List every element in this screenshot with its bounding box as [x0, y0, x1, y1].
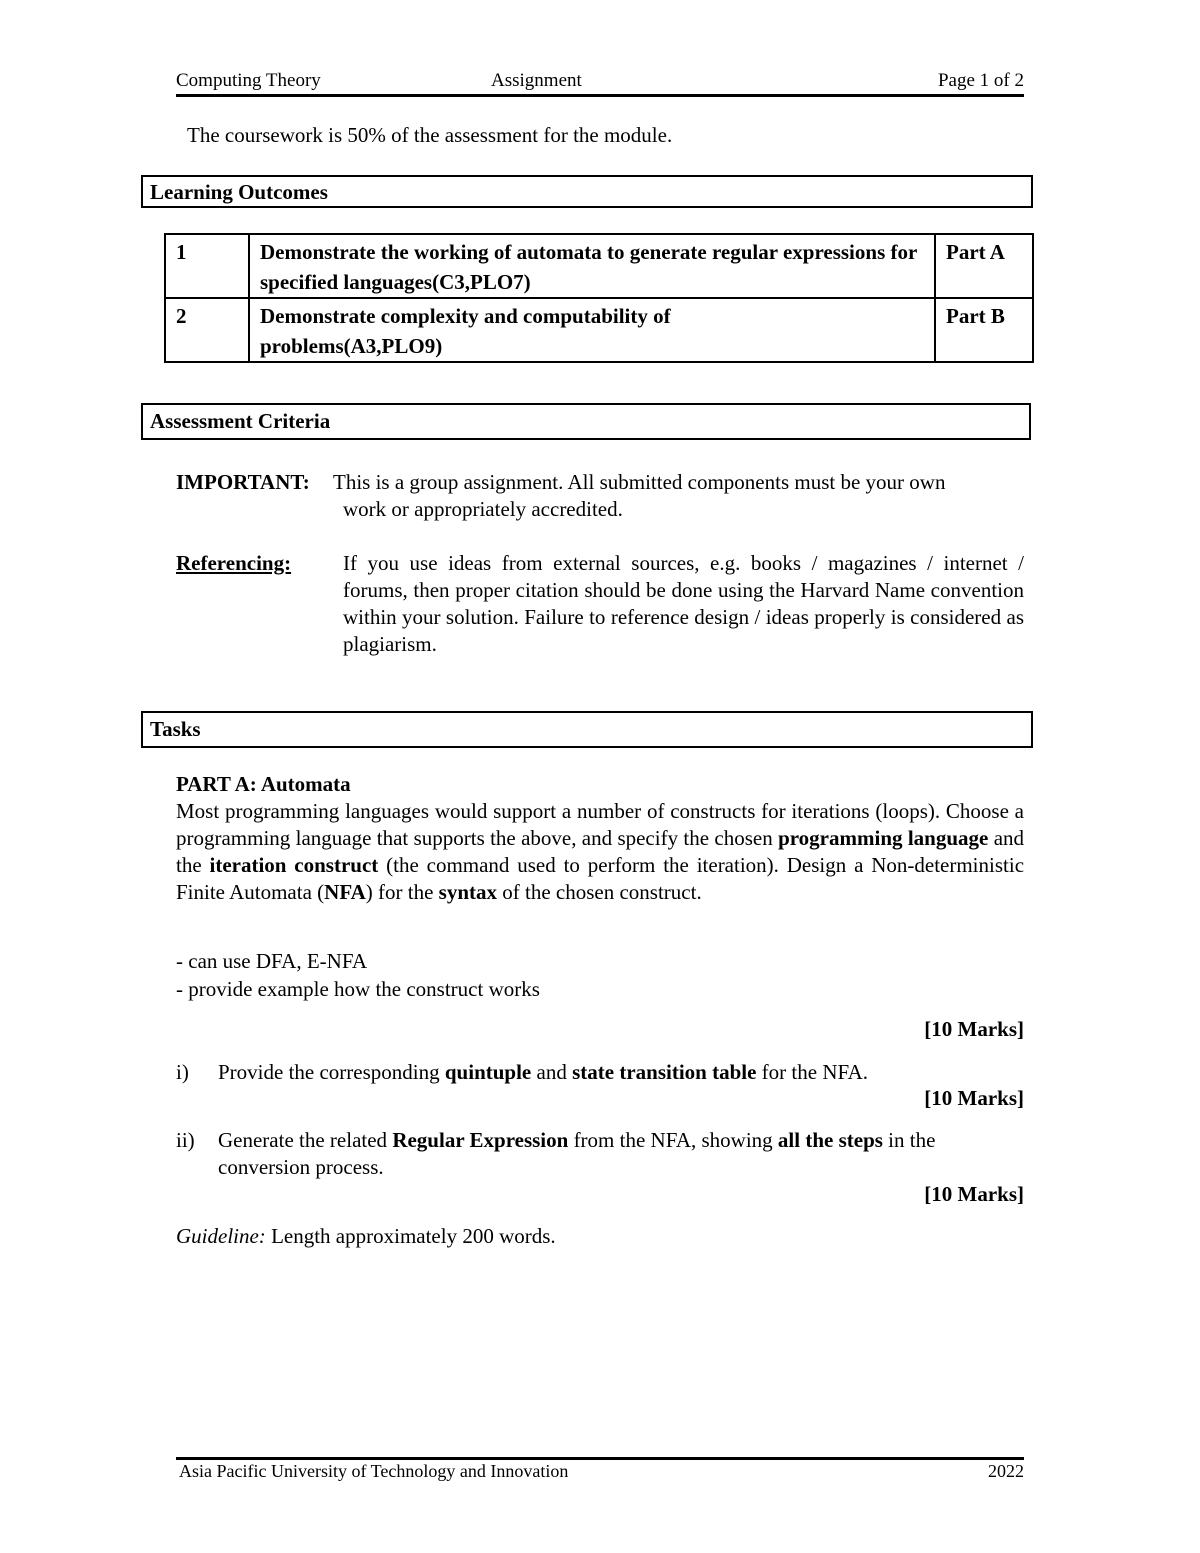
item-ii-text-3: in the conversion process.	[218, 1128, 936, 1179]
part-a-bold-nfa: NFA	[324, 880, 366, 904]
header-rule	[176, 94, 1024, 97]
part-a-bold-syntax: syntax	[438, 880, 498, 904]
important-line-2: work or appropriately accredited.	[343, 497, 623, 521]
header-page-number: Page 1 of 2	[937, 70, 1024, 91]
marks-item-ii: [10 Marks]	[924, 1182, 1024, 1206]
item-ii-bold-steps: all the steps	[777, 1128, 883, 1152]
item-ii-text-1: Generate the related	[218, 1128, 388, 1152]
item-i-text-3: for the NFA.	[761, 1060, 869, 1084]
part-a-bold-construct: iteration construct	[209, 853, 379, 877]
important-line-1: This is a group assignment. All submitted components must be your own	[333, 470, 946, 494]
part-a-text-3: (the command used to perform the iteration). Design a Non-deterministic Finite Automata (	[176, 853, 1025, 904]
footer-year: 2022	[988, 1461, 1024, 1481]
header-course: Computing Theory	[176, 70, 321, 91]
table-row	[165, 234, 1033, 298]
part-a-title: PART A: Automata	[176, 772, 351, 796]
outcome-number: 1	[165, 234, 249, 298]
part-a-bold-language: programming language	[778, 826, 989, 850]
outcome-text-cell	[249, 298, 935, 362]
part-a-text-4: ) for the	[365, 880, 434, 904]
item-i-bold-table: state transition table	[572, 1060, 757, 1084]
item-ii-text	[218, 1127, 1024, 1181]
tasks-heading: Tasks	[141, 711, 1033, 748]
outcome-text: Demonstrate complexity and computability of problems(A3,PLO9)	[260, 304, 671, 358]
note-dfa: - can use DFA, E-NFA	[176, 949, 368, 973]
table-row	[165, 298, 1033, 362]
learning-outcomes-heading: Learning Outcomes	[141, 175, 1033, 208]
header-doc-type: Assignment	[491, 70, 582, 91]
item-ii-text-2: from the NFA, showing	[573, 1128, 773, 1152]
item-i-text-2: and	[536, 1060, 567, 1084]
outcome-number: 2	[165, 298, 249, 362]
item-i-label: i)	[176, 1060, 189, 1084]
referencing-label: Referencing:	[176, 551, 292, 575]
guideline-label: Guideline:	[176, 1224, 266, 1248]
part-a-description	[176, 798, 1024, 906]
item-i-bold-quintuple: quintuple	[444, 1060, 532, 1084]
item-i-text-1: Provide the corresponding	[218, 1060, 440, 1084]
item-i-text	[218, 1059, 868, 1086]
guideline-text: Length approximately 200 words.	[271, 1224, 556, 1248]
part-a-text-1: Most programming languages would support a number of constructs for iterations (loops). Choose a programming language that supports the above, and specify the chosen	[176, 799, 1024, 850]
footer-institution: Asia Pacific University of Technology and Innovation	[179, 1461, 569, 1481]
important-label: IMPORTANT:	[176, 470, 310, 494]
intro-text: The coursework is 50% of the assessment for the module.	[187, 123, 673, 147]
outcome-part: Part A	[935, 234, 1033, 298]
part-a-text-5: of the chosen construct.	[502, 880, 702, 904]
referencing-text: If you use ideas from external sources, e.g. books / magazines / internet / forums, then proper citation should be done using the Harvard Name convention within your solution. Failure to reference design / ideas properly is considered as plagiarism.	[343, 551, 1024, 656]
part-a-text-2: and the	[176, 826, 1025, 877]
note-example: - provide example how the construct works	[176, 977, 540, 1001]
marks-item-i: [10 Marks]	[924, 1086, 1024, 1110]
outcome-text: Demonstrate the working of automata to generate regular expressions for specified languages(C3,PLO7)	[249, 234, 935, 298]
assessment-criteria-heading: Assessment Criteria	[141, 403, 1031, 440]
outcome-part: Part B	[935, 298, 1033, 362]
item-ii-bold-regex: Regular Expression	[392, 1128, 569, 1152]
guideline	[176, 1223, 556, 1250]
learning-outcomes-table	[164, 233, 1034, 363]
marks-part-a: [10 Marks]	[924, 1017, 1024, 1041]
footer-rule	[176, 1457, 1024, 1460]
item-ii-label: ii)	[176, 1128, 195, 1152]
